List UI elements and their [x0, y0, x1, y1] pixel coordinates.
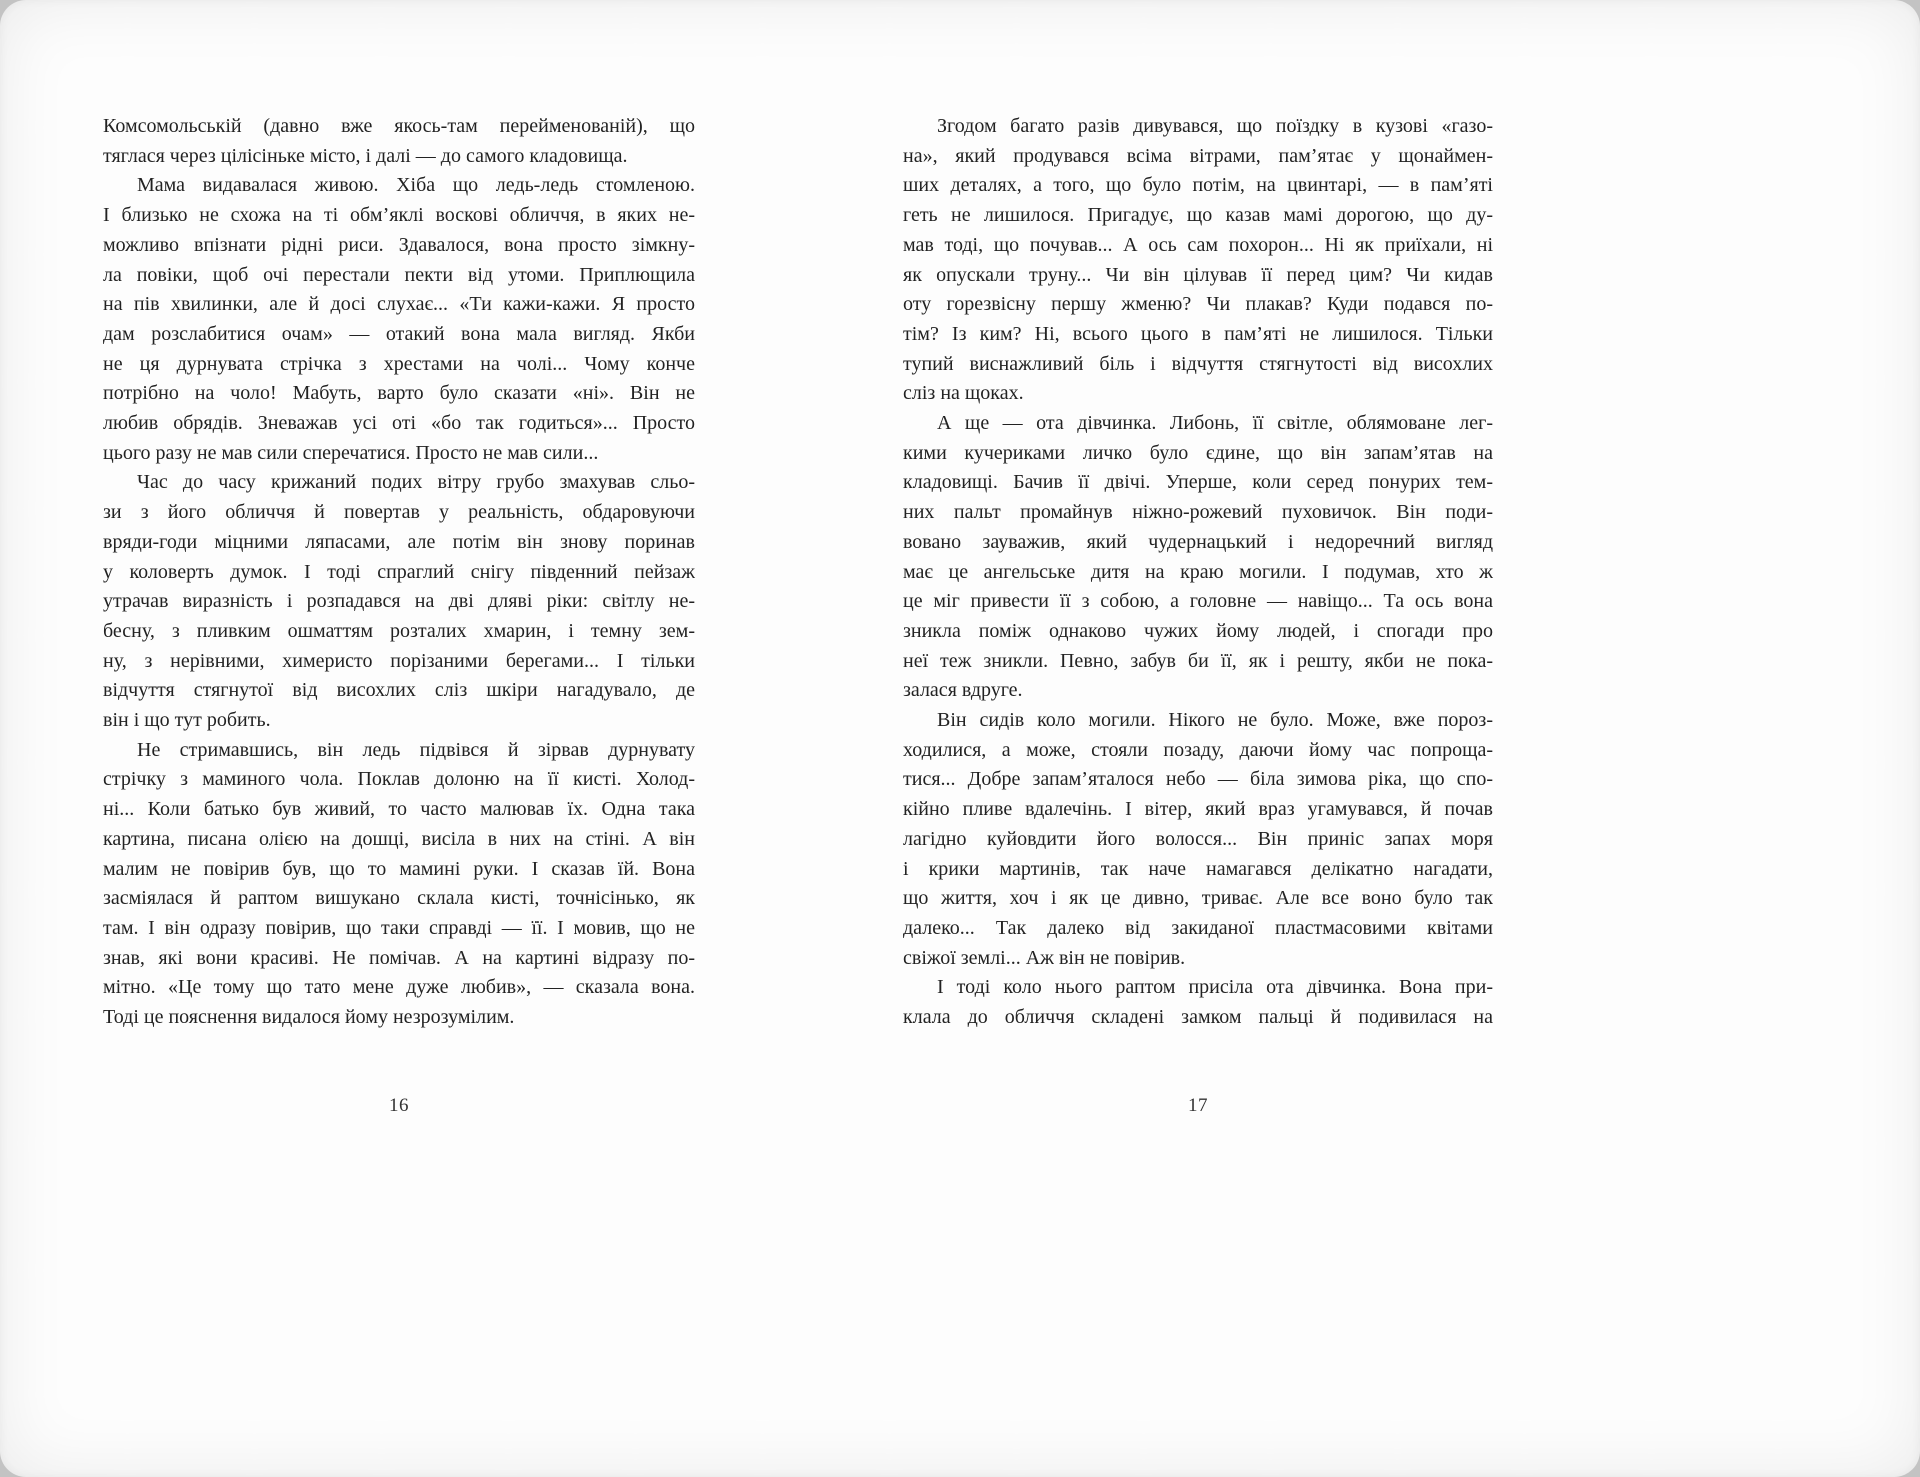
text-line: і крики мартинів, так наче намагався делікатно нагадати, [903, 857, 1493, 880]
text-line: лагідно куйовдити його волосся... Він приніс запах моря [903, 827, 1493, 850]
text-line: ну, з нерівними, химеристо порізаними берегами... І тільки [103, 649, 695, 672]
text-line: кладовищі. Бачив її двічі. Уперше, коли серед понурих тем- [903, 471, 1493, 494]
text-line: клала до обличчя складені замком пальці й подивилася на [903, 1006, 1493, 1029]
text-line: мітно. «Це тому що тато мене дуже любив», — сказала вона. [103, 976, 695, 999]
text-line: потрібно на чоло! Мабуть, варто було сказати «ні». Він не [103, 382, 695, 405]
paragraph [103, 171, 695, 468]
paragraph [903, 409, 1493, 706]
text-line: на пів хвилинки, але й досі слухає... «Ти кажи-кажи. Я просто [103, 293, 695, 316]
text-line: геть не лишилося. Пригадує, що казав мамі дорогою, що ду- [903, 204, 1493, 227]
text-line: це міг привести її з собою, а головне — навіщо... Та ось вона [903, 590, 1493, 613]
page-number-left: 16 [389, 1095, 409, 1116]
text-line: сліз на щоках. [903, 382, 1024, 405]
text-line: у коловерть думок. І тоді спраглий снігу південний пейзаж [103, 560, 695, 583]
text-line: Мама видавалася живою. Хіба що ледь-ледь стомленою. [137, 174, 695, 197]
text-line: засміялася й раптом вишукано склала кисті, точнісінько, як [103, 887, 695, 910]
text-line: тися... Добре запам’яталося небо — біла зимова ріка, що спо- [903, 768, 1493, 791]
text-line: тупий виснажливий біль і відчуття стягнутості від висохлих [903, 352, 1493, 375]
paragraph [903, 112, 1493, 409]
text-line: він і що тут робить. [103, 709, 271, 732]
text-line: утрачав виразність і розпадався на дві дляві ріки: світлу не- [103, 590, 695, 613]
text-line: кими кучериками личко було єдине, що він запам’ятав на [903, 441, 1493, 464]
text-line: Час до часу крижаний подих вітру грубо змахував сльо- [137, 471, 695, 494]
text-line: вряди-годи міцними ляпасами, але потім він знову поринав [103, 530, 695, 553]
text-line: І близько не схожа на ті обм’яклі воскові обличчя, в яких не- [103, 204, 695, 227]
text-line: малим не повірив був, що то мамині руки. І сказав їй. Вона [103, 857, 695, 880]
text-line: Комсомольській (давно вже якось-там перейменованій), що [103, 115, 695, 137]
text-line: картина, писана олією на дошці, висіла в них на стіні. А він [103, 827, 695, 850]
text-line: там. І він одразу повірив, що таки справді — її. І мовив, що не [103, 916, 695, 939]
text-line: Він сидів коло могили. Нікого не було. Може, вже пороз- [937, 709, 1493, 732]
text-line: відчуття стягнутої від висохлих сліз шкіри нагадувало, де [103, 679, 695, 702]
text-line: стрічку з маминого чола. Поклав долоню на її кисті. Холод- [103, 768, 695, 791]
text-line: далеко... Так далеко від закиданої пластмасовими квітами [903, 916, 1493, 939]
paragraph [903, 973, 1493, 1032]
text-line: Згодом багато разів дивувався, що поїздку в кузові «газо- [937, 115, 1493, 137]
text-line: оту горезвісну першу жменю? Чи плакав? Куди подався по- [903, 293, 1493, 316]
text-line: зникла поміж однаково чужих йому людей, і спогади про [903, 619, 1493, 642]
page-right-text-column [903, 112, 1493, 1033]
text-line: любив обрядів. Зневажав усі оті «бо так годиться»... Просто [103, 412, 695, 435]
text-line: тім? Із ким? Ні, всього цього в пам’яті не лишилося. Тільки [903, 322, 1493, 345]
text-line: можливо впізнати рідні риси. Здавалося, вона просто зімкну- [103, 233, 695, 256]
text-line: ні... Коли батько був живий, то часто малював їх. Одна така [103, 798, 695, 821]
text-line: ла повіки, щоб очі перестали пекти від утоми. Приплющила [103, 263, 695, 286]
paragraph [103, 736, 695, 1033]
text-line: зи з його обличчя й повертав у реальність, обдаровуючи [103, 501, 695, 524]
page-number-right: 17 [1188, 1095, 1208, 1116]
text-line: А ще — ота дівчинка. Либонь, її світле, облямоване лег- [937, 412, 1493, 435]
text-line: Тоді це пояснення видалося йому незрозумілим. [103, 1006, 515, 1029]
paragraph [103, 112, 695, 171]
text-line: кійно пливе вдалечінь. І вітер, який враз угамувався, й почав [903, 798, 1493, 821]
text-line: бесну, з пливким ошматтям розталих хмарин, і темну зем- [103, 619, 695, 642]
text-line: що життя, хоч і як це дивно, триває. Але все воно було так [903, 887, 1493, 910]
text-line: І тоді коло нього раптом присіла ота дівчинка. Вона при- [937, 976, 1493, 999]
text-line: як опускали труну... Чи він цілував її перед цим? Чи кидав [903, 263, 1493, 286]
text-line: не ця дурнувата стрічка з хрестами на чолі... Чому конче [103, 352, 695, 375]
text-line: на», який продувався всіма вітрами, пам’ятає у щонаймен- [903, 144, 1493, 167]
text-line: знав, які вони красиві. Не помічав. А на картині відразу по- [103, 946, 695, 969]
text-line: неї теж зникли. Певно, забув би її, як і решту, якби не пока- [903, 649, 1493, 672]
page-left-text-column [103, 112, 695, 1033]
text-line: вовано зауважив, який чудернацький і недоречний вигляд [903, 530, 1493, 553]
text-line: мав тоді, що почував... А ось сам похорон... Ні як приїхали, ні [903, 233, 1493, 256]
text-line: тяглася через цілісіньке місто, і далі — до самого кладовища. [103, 144, 628, 167]
text-line: ходилися, а може, стояли позаду, даючи йому час попроща- [903, 738, 1493, 761]
text-line: них пальт промайнув ніжно-рожевий пуховичок. Він поди- [903, 501, 1493, 524]
text-line: Не стримавшись, він ледь підвівся й зірвав дурнувату [137, 738, 695, 761]
paragraph [103, 468, 695, 735]
text-line: має це ангельське дитя на краю могили. І подумав, хто ж [903, 560, 1493, 583]
text-line: залася вдруге. [903, 679, 1023, 702]
paragraph [903, 706, 1493, 973]
text-line: ших деталях, а того, що було потім, на цвинтарі, — в пам’яті [903, 174, 1493, 197]
text-line: дам розслабитися очам» — отакий вона мала вигляд. Якби [103, 322, 695, 345]
text-line: цього разу не мав сили сперечатися. Просто не мав сили... [103, 441, 599, 464]
text-line: свіжої землі... Аж він не повірив. [903, 946, 1186, 969]
